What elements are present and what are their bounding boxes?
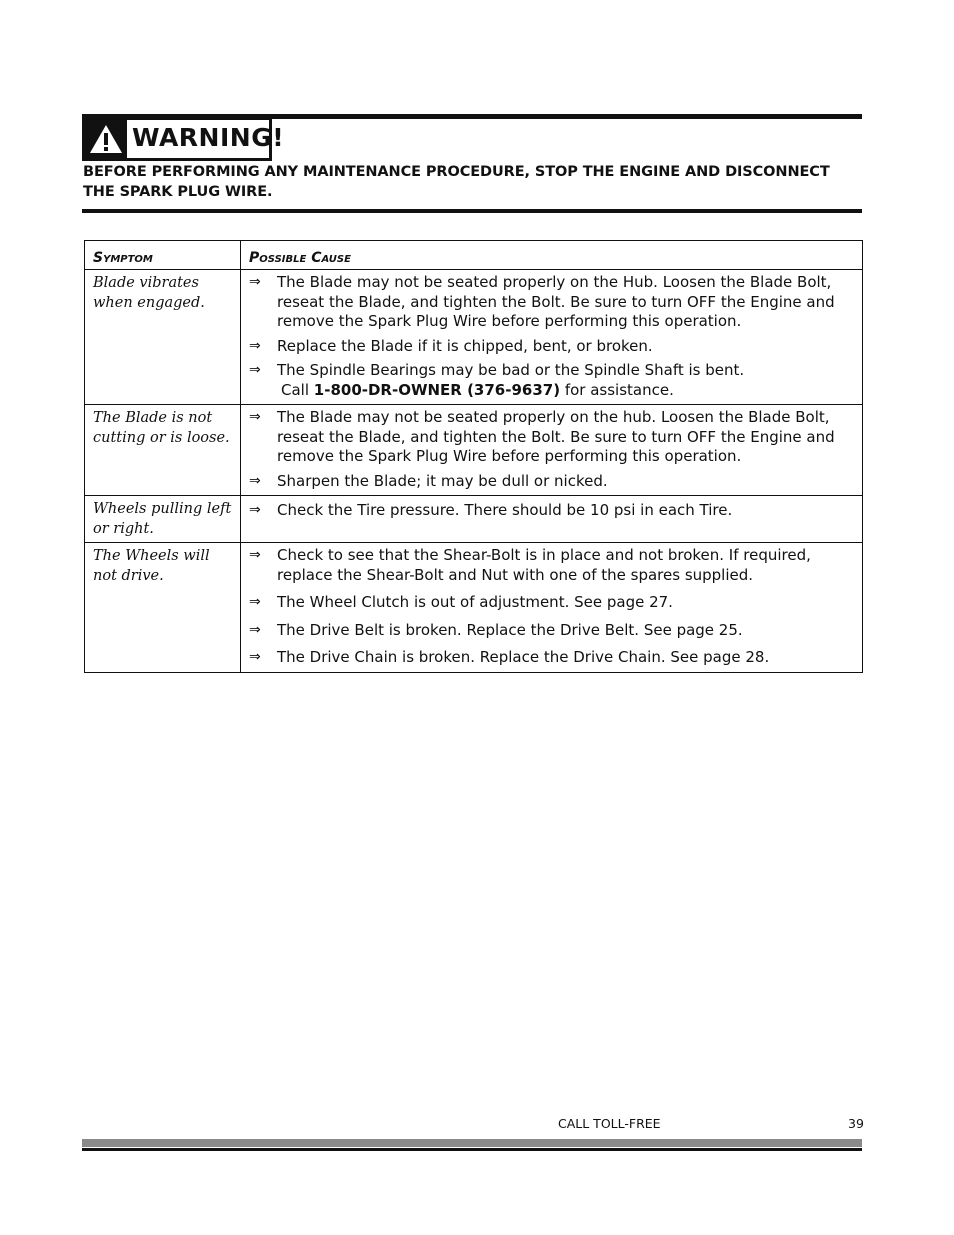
cause-cell [241, 543, 863, 673]
cause-item: ⇒ The Drive Chain is broken. Replace the Drive Chain. See page 28. [249, 648, 770, 666]
cause-item: ⇒ Replace the Blade if it is chipped, bent, or broken. [249, 336, 653, 355]
arrow-icon: ⇒ [249, 649, 261, 665]
arrow-icon: ⇒ [249, 472, 261, 489]
arrow-icon: ⇒ [249, 502, 261, 518]
footer-rule-black [82, 1148, 862, 1151]
cause-item: ⇒ Check to see that the Shear-Bolt is in place and not broken. If required, replace the Shear-Bolt and Nut with one of the spares supplied. [249, 546, 811, 584]
table-header-row [85, 241, 863, 270]
symptom-cell: The Wheels will not drive. [85, 543, 241, 673]
cause-cell [241, 270, 863, 405]
warning-banner [82, 117, 285, 161]
arrow-icon: ⇒ [249, 362, 261, 378]
cause-cell [241, 496, 863, 543]
cause-item: ⇒ The Wheel Clutch is out of adjustment. See page 27. [249, 593, 673, 611]
footer-text: CALL TOLL-FREE [558, 1116, 661, 1131]
arrow-icon: ⇒ [249, 594, 261, 610]
possible-cause-header: Possible Cause [241, 241, 863, 270]
symptom-header: Symptom [85, 241, 241, 270]
symptom-cell: Wheels pulling left or right. [85, 496, 241, 543]
table-row [85, 270, 863, 405]
cause-item: ⇒ Check the Tire pressure. There should be 10 psi in each Tire. [249, 501, 733, 519]
warning-label: WARNING! [132, 123, 285, 152]
footer-rule-gray [82, 1139, 862, 1147]
call-line: Call 1-800-DR-OWNER (376-9637) for assistance. [281, 380, 674, 399]
table-row [85, 543, 863, 673]
cause-item: ⇒ The Drive Belt is broken. Replace the Drive Belt. See page 25. [249, 620, 743, 639]
page-number: 39 [848, 1116, 864, 1131]
cause-item: ⇒ The Spindle Bearings may be bad or the Spindle Shaft is bent. Call 1-800-DR-OWNER (376-9637) for assistance. [249, 361, 854, 400]
table-row [85, 496, 863, 543]
bottom-rule [82, 209, 862, 213]
troubleshooting-table [84, 240, 863, 673]
cause-item: ⇒ Sharpen the Blade; it may be dull or nicked. [249, 471, 608, 490]
table-row [85, 405, 863, 496]
arrow-icon: ⇒ [249, 337, 261, 354]
phone-number: 1-800-DR-OWNER (376-9637) [313, 380, 561, 399]
arrow-icon: ⇒ [249, 274, 261, 290]
symptom-cell: The Blade is not cutting or is loose. [85, 405, 241, 496]
arrow-icon: ⇒ [249, 547, 261, 563]
cause-item: ⇒ The Blade may not be seated properly on the hub. Loosen the Blade Bolt, reseat the Blade, and tighten the Bolt. Be sure to turn OFF the Engine and remove the Spark Plug Wire before performing this operation. [249, 408, 835, 465]
arrow-icon: ⇒ [249, 621, 261, 638]
symptom-cell: Blade vibrates when engaged. [85, 270, 241, 405]
cause-item: ⇒ The Blade may not be seated properly on the Hub. Loosen the Blade Bolt, reseat the Blade, and tighten the Bolt. Be sure to turn OFF the Engine and remove the Spark Plug Wire before performing this operation. [249, 273, 835, 330]
cause-cell [241, 405, 863, 496]
warning-triangle-icon [85, 120, 127, 158]
warning-text: BEFORE PERFORMING ANY MAINTENANCE PROCEDURE, STOP THE ENGINE AND DISCONNECT THE SPARK PLUG WIRE. [83, 164, 830, 200]
arrow-icon: ⇒ [249, 409, 261, 425]
